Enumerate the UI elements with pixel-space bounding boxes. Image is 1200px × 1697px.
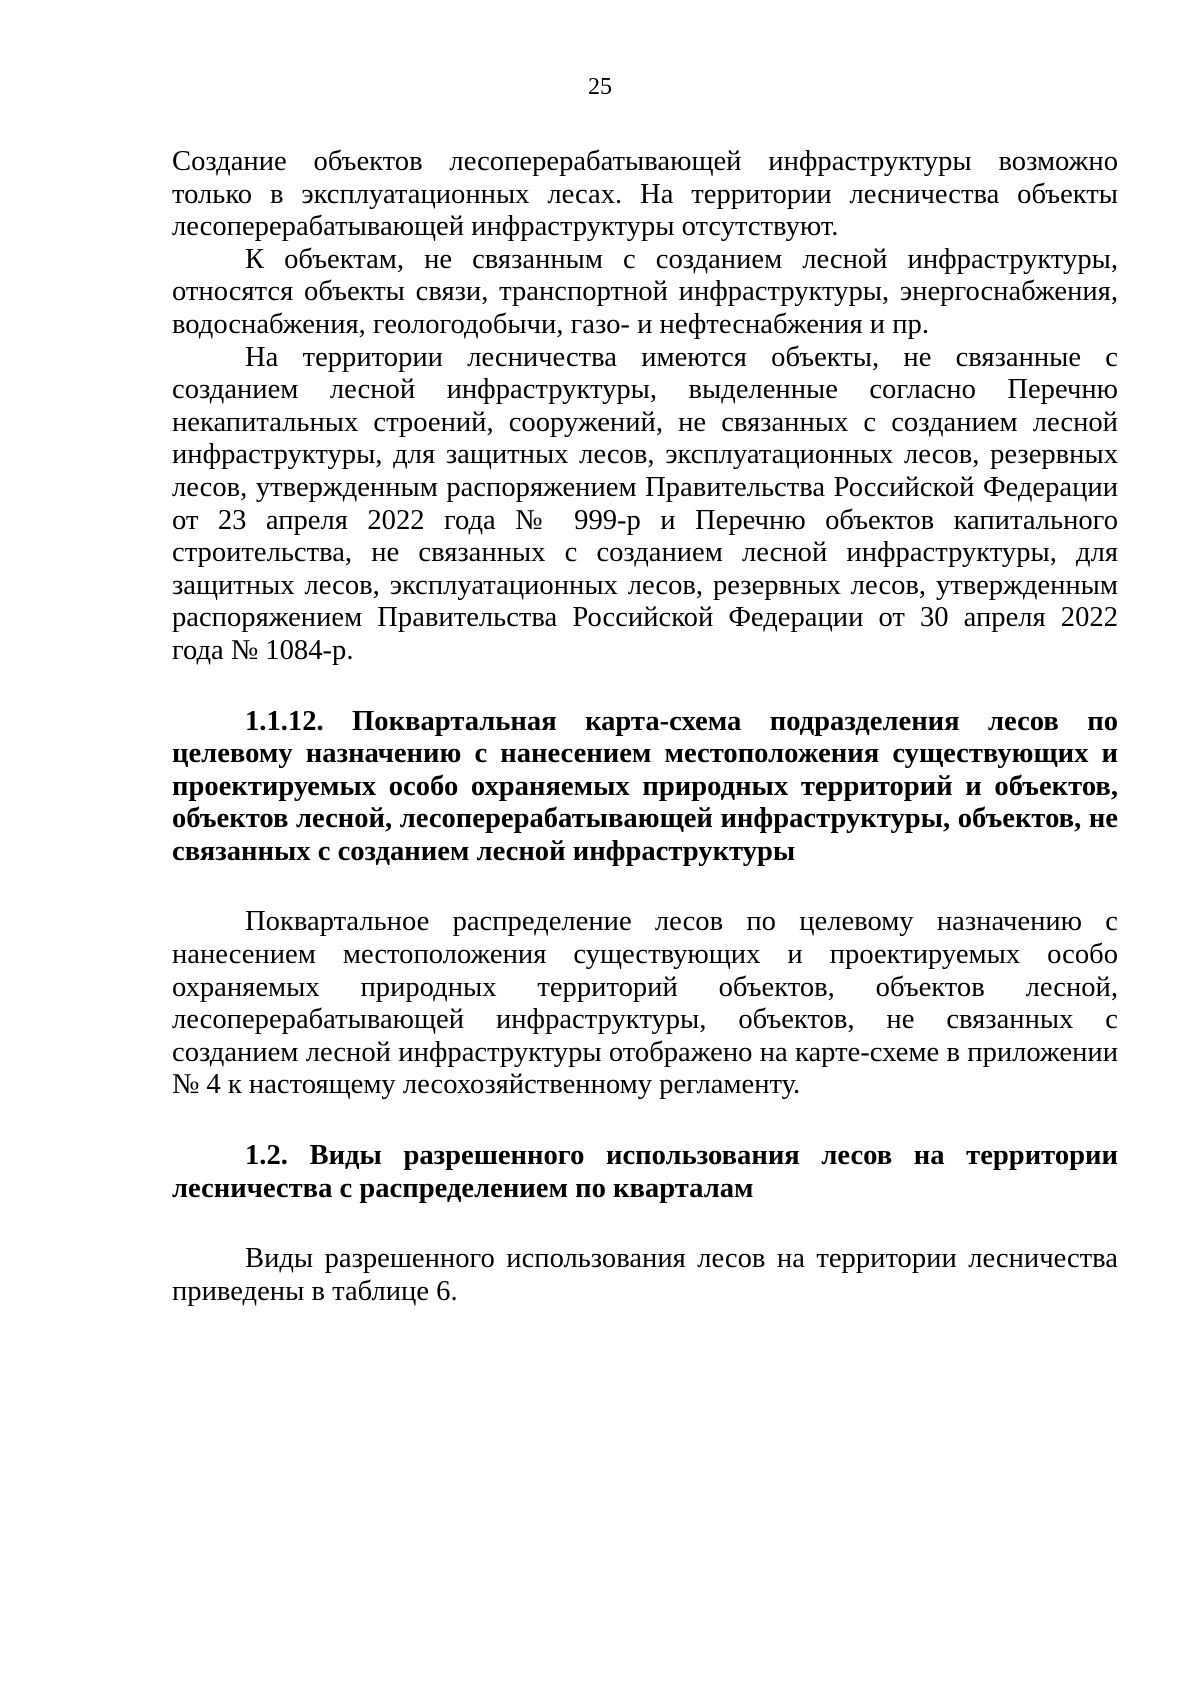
paragraph-map-scheme: Поквартальное распределение лесов по целевому назначению с нанесением местоположения существующих и проектируемых особо охраняемых природных территорий объектов, объектов лесной, лесоперерабатывающей инфраструктуры, объектов, не связанных с созданием лесной инфраструктуры отображено на карте-схеме в приложении № 4 к настоящему лесохозяйственному регламенту.: [172, 906, 1118, 1101]
section-heading-1-1-12: 1.1.12. Поквартальная карта-схема подразделения лесов по целевому назначению с нанесением местоположения существующих и проектируемых особо охраняемых природных территорий и объектов, объектов лесной, лесоперерабатывающей инфраструктуры, объектов, не связанных с созданием лесной инфраструктуры: [172, 705, 1118, 867]
page-content: [172, 146, 1118, 1308]
paragraph-non-forest-objects: К объектам, не связанным с созданием лесной инфраструктуры, относятся объекты связи, транспортной инфраструктуры, энергоснабжения, водоснабжения, геологодобычи, газо- и нефтеснабжения и пр.: [172, 243, 1118, 340]
page-number: 25: [588, 74, 612, 100]
paragraph-lesopererabotka: Создание объектов лесоперерабатывающей инфраструктуры возможно только в эксплуатационных лесах. На территории лесничества объекты лесоперерабатывающей инфраструктуры отсутствуют.: [172, 146, 1118, 243]
paragraph-table-reference: Виды разрешенного использования лесов на территории лесничества приведены в таблице 6.: [172, 1243, 1118, 1307]
section-heading-1-2: 1.2. Виды разрешенного использования лесов на территории лесничества с распределением по кварталам: [172, 1140, 1118, 1204]
paragraph-objects-list: На территории лесничества имеются объекты, не связанные с созданием лесной инфраструктуры, выделенные согласно Перечню некапитальных строений, сооружений, не связанных с созданием лесной инфраструктуры, для защитных лесов, эксплуатационных лесов, резервных лесов, утвержденным распоряжением Правительства Российской Федерации от 23 апреля 2022 года № 999-р и Перечню объектов капитального строительства, не связанных с созданием лесной инфраструктуры, для защитных лесов, эксплуатационных лесов, резервных лесов, утвержденным распоряжением Правительства Российской Федерации от 30 апреля 2022 года № 1084-р.: [172, 341, 1118, 666]
